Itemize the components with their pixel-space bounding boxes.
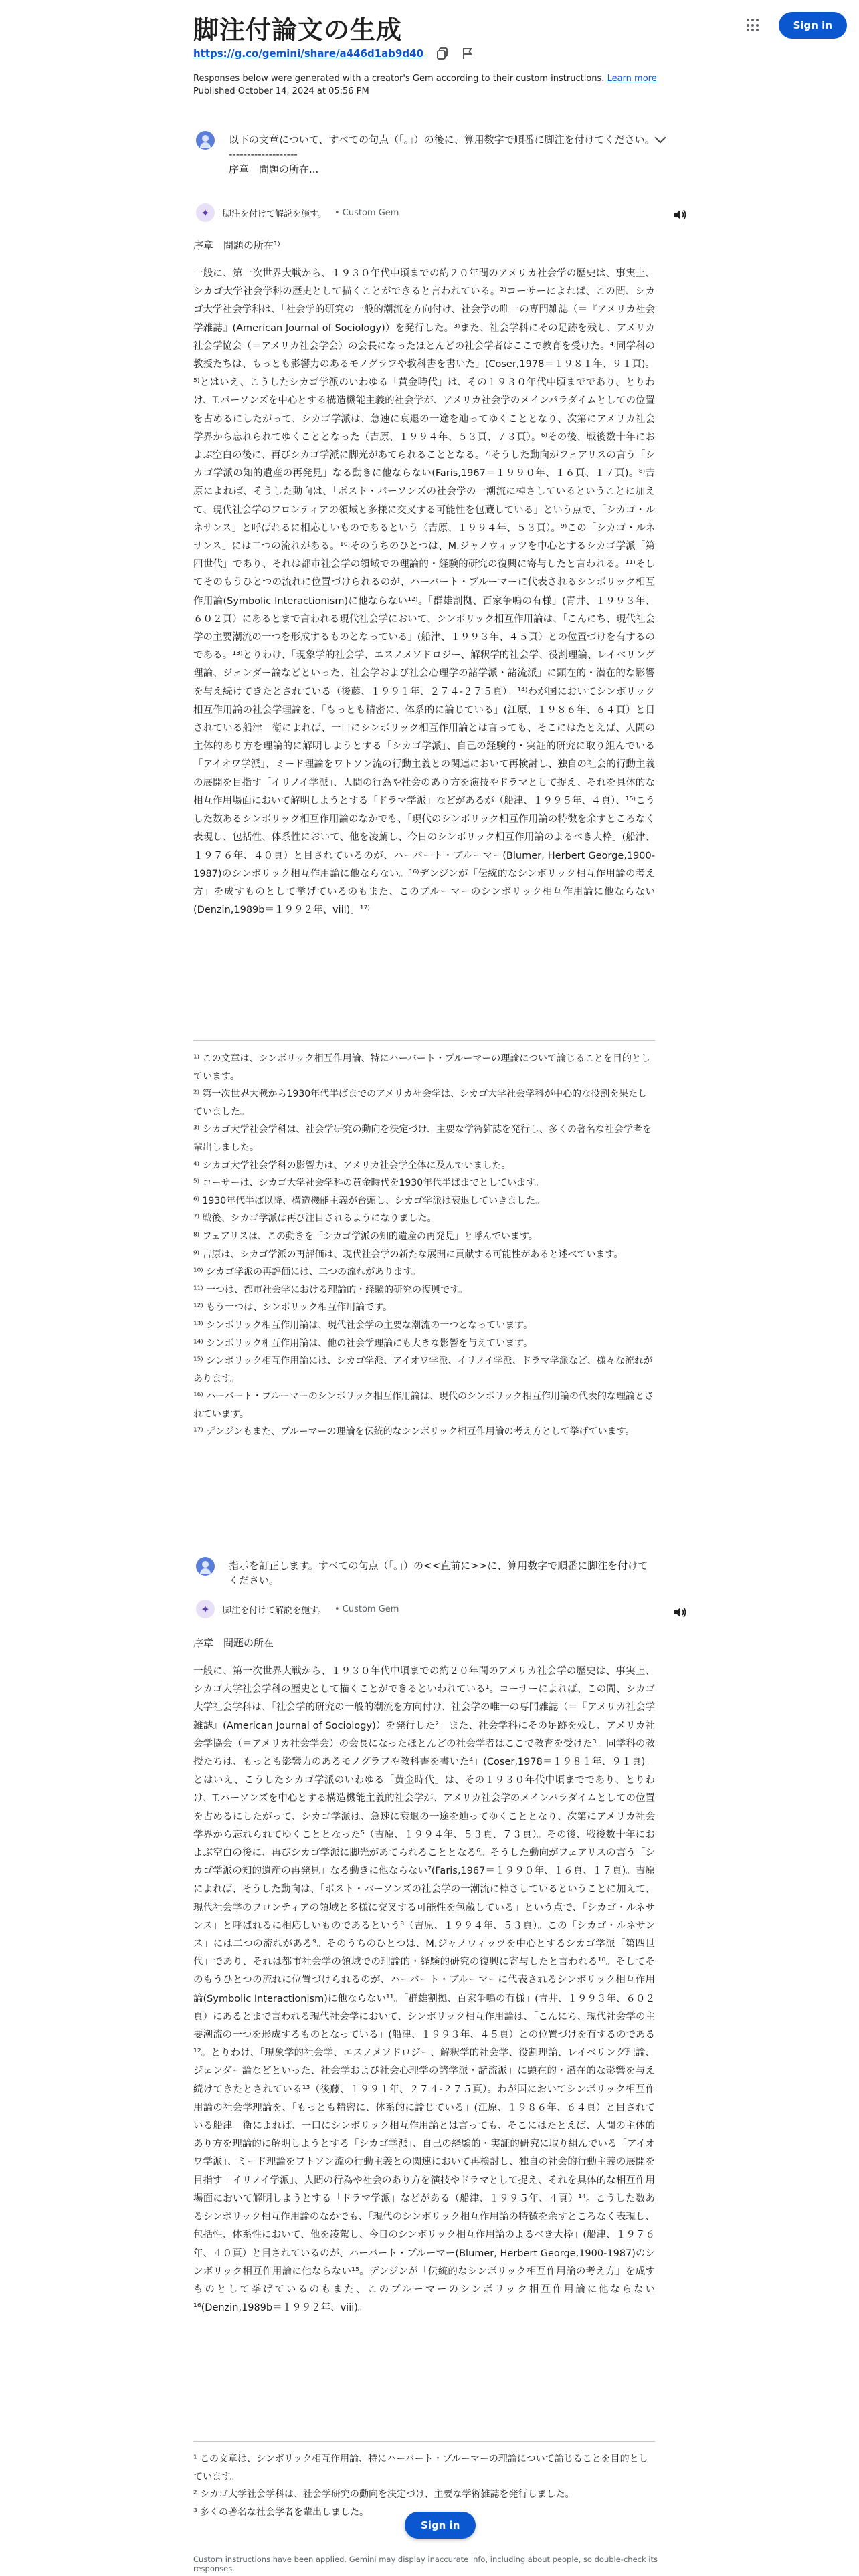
- footnote-item: ⁶⁾ 1930年代半ば以降、構造機能主義が台頭し、シカゴ学派は衰退していきました。: [193, 1195, 545, 1206]
- footnote-item: ⁹⁾ 吉原は、シカゴ学派の再評価は、現代社会学の新たな展開に貢献する可能性があると述べています。: [193, 1249, 624, 1260]
- footer-disclaimer: Custom instructions have been applied. Gemini may display inaccurate info, including about people, so double-check its responses.: [193, 2555, 658, 2573]
- floating-sign-in-button[interactable]: Sign in: [405, 2512, 476, 2539]
- prompt-line: 序章 問題の所在...: [229, 163, 319, 175]
- footnote-item: ⁴⁾ シカゴ大学社会学科の影響力は、アメリカ社会学全体に及んでいました。: [193, 1160, 511, 1171]
- footnote-item: ³ 多くの著名な社会学者を輩出しました。: [193, 2506, 369, 2518]
- meta-disclosure: Responses below were generated with a creator's Gem according to their custom instructions.: [193, 74, 605, 84]
- speaker-icon[interactable]: [672, 207, 687, 222]
- footnote-item: ¹²⁾ もう一つは、シンボリック相互作用論です。: [193, 1302, 393, 1313]
- share-link[interactable]: https://g.co/gemini/share/a446d1ab9d40: [193, 47, 424, 60]
- footnote-item: ¹⁶⁾ ハーバート・ブルーマーのシンボリック相互作用論は、現代のシンボリック相互作用論の代表的な理論とされています。: [193, 1391, 654, 1420]
- footnote-item: ⁵⁾ コーサーは、シカゴ大学社会学科の黄金時代を1930年代半ばまでとしています。: [193, 1178, 545, 1189]
- footnote-item: ² シカゴ大学社会学科は、社会学研究の動向を決定づけ、主要な学術雑誌を発行しました。: [193, 2489, 575, 2500]
- gem-response-header-2: [196, 1600, 399, 1618]
- footnote-list: [193, 2450, 655, 2521]
- footnote-divider: [193, 1040, 655, 1041]
- footnote-item: ¹ この文章は、シンボリック相互作用論、特にハーバート・ブルーマーの理論について論じることを目的としています。: [193, 2454, 648, 2482]
- gem-name: 脚注を付けて解説を施す。: [223, 209, 326, 219]
- custom-gem-tag: • Custom Gem: [334, 207, 399, 218]
- footnote-divider: [193, 2441, 655, 2442]
- gem-icon: ✦: [196, 203, 215, 222]
- footnote-item: ⁸⁾ フェアリスは、この動きを「シカゴ学派の知的遺産の再発見」と呼んでいます。: [193, 1230, 538, 1242]
- user-prompt-2: [196, 1557, 664, 1588]
- user-avatar-icon: [196, 131, 215, 150]
- footnote-item: ¹⁷⁾ デンジンもまた、ブルーマーの理論を伝統的なシンボリック相互作用論の考え方として挙げています。: [193, 1426, 635, 1438]
- gem-name: 脚注を付けて解説を施す。: [223, 1605, 326, 1616]
- footnote-item: ¹⁾ この文章は、シンボリック相互作用論、特にハーバート・ブルーマーの理論について論じることを目的としています。: [193, 1053, 651, 1082]
- footnote-list: [193, 1050, 655, 1441]
- learn-more-link[interactable]: Learn more: [607, 74, 657, 84]
- prompt-text: [229, 132, 657, 177]
- prompt-text: 指示を訂正します。すべての句点（「。」）の<<直前に>>に、算用数字で順番に脚注を付けてください。: [229, 1560, 648, 1586]
- section-heading: 序章 問題の所在: [193, 1637, 274, 1649]
- footnote-item: ¹⁰⁾ シカゴ学派の再評価には、二つの流れがあります。: [193, 1267, 421, 1278]
- apps-grid-icon[interactable]: [747, 19, 760, 32]
- footnote-item: ⁷⁾ 戦後、シカゴ学派は再び注目されるようになりました。: [193, 1213, 437, 1224]
- sign-in-button[interactable]: Sign in: [779, 12, 847, 39]
- custom-gem-tag: • Custom Gem: [334, 1604, 399, 1614]
- share-row: [193, 47, 474, 60]
- user-avatar-icon: [196, 1557, 215, 1576]
- share-meta: [193, 72, 657, 98]
- gem-icon: ✦: [196, 1600, 215, 1618]
- section-heading: 序章 問題の所在¹⁾: [193, 239, 280, 251]
- response-body: 一般に、第一次世界大戦から、１９３０年代中頃までの約２０年間のアメリカ社会学の歴史は、事実上、シカゴ大学社会学科の歴史として描くことができるといわれている¹。コーサーによれば、この間、シカゴ大学社会学科は、「社会学的研究の一般的潮流を方向付け、社会学の唯一の専門雑誌（＝『アメリカ社会学雑誌』(American Journal of Sociology)）を発行した²。また、社会学科にその足跡を残し、アメリカ社会学協会（＝アメリカ社会学会）の会長になったほとんどの社会学者はここで教育を受けた³。同学科の教授たちは、もっとも影響力のあるモノグラフや教科書を書いた⁴」(Coser,1978＝１９８１年、９１頁)。とはいえ、こうしたシカゴ学派のいわゆる「黄金時代」は、その１９３０年代中頃までであり、とりわけ、T.パーソンズを中心とする構造機能主義的社会学が、アメリカ社会学のメインパラダイムとしての位置を占めるにしたがって、シカゴ学派は、急速に衰退の一途を辿ってゆくこととなり、次第にアメリカ社会学界から忘れられてゆくこととなった⁵（吉原、１９９４年、５３頁、７３頁）。その後、戦後数十年におよぶ空白の後に、再びシカゴ学派に脚光があてられることとなる⁶。そうした動向がフェアリスの言う「シカゴ学派の知的遺産の再発見」なる動きに他ならない⁷(Faris,1967＝１９９０年、１６頁、１７頁)。吉原によれば、そうした動向は、「ポスト・パーソンズの社会学の一潮流に棹さしているということに加えて、現代社会学のフロンティアの領域と多様に交叉する可能性を包蔵している」という点で、「シカゴ・ルネサンス」と呼ばれるに相応しいものであるという⁸（吉原、１９９４年、５３頁）。この「シカゴ・ルネサンス」には二つの流れがある⁹。そのうちのひとつは、M.ジャノウィッツを中心とするシカゴ学派「第四世代」であり、それは都市社会学の領域での理論的・経験的研究の復興に寄与したと言われる¹⁰。そしてそのもうひとつの流れに位置づけられるのが、ハーバート・ブルーマーに代表されるシンボリック相互作用論(Symbolic Interactionism)に他ならない¹¹。「群雄割拠、百家争鳴の有様」(青井、１９９３年、６０２頁）にあるとまで言われる現代社会学において、シンボリック相互作用論は、「こんにち、現代社会学の主要潮流の一つを形成するものとなっている」(船津、１９９３年、４５頁）との位置づけを有するのである¹²。とりわけ、「現象学的社会学、エスノメソドロジー、解釈学的社会学、役割理論、レイベリング理論、ジェンダー論などといった、社会学および社会心理学の諸学派・諸流派」に顕在的・潜在的な影響を与え続けてきたとされている¹³（後藤、１９９１年、２７４-２７５頁）。わが国においてシンボリック相互作用論の社会学理論を、「もっとも精密に、体系的に論じている」(江原、１９８６年、６４頁）と目されている船津 衛によれば、一口にシンボリック相互作用論とは言っても、そこにはたとえば、人間の主体的あり方を理論的に解明しようとする「シカゴ学派」、自己の経験的・実証的研究に取り組んでいる「アイオワ学派」、ミード理論をワトソン流の行動主義との関連において再検討し、独自の社会的行動主義の展開を目指す「イリノイ学派」、人間の行為や社会のあり方を演技やドラマとして捉え、それを具体的な相互作用場面において解明しようとする「ドラマ学派」などがある（船津、１９９５年、４頁）¹⁴。こうした数あるシンボリック相互作用論のなかでも、「現代のシンボリック相互作用論の特徴を余すところなく表現し、包括性、体系性において、他を凌駕し、今日のシンボリック相互作用論のよるべき大枠」(船津、１９７６年、４０頁）と目されているのが、ハーバート・ブルーマー(Blumer, Herbert George,1900-1987)のシンボリック相互作用論に他ならない¹⁵。デンジンが「伝統的なシンボリック相互作用論の考え方」を成すものとして挙げているのもまた、このブルーマーのシンボリック相互作用論に他ならない¹⁶(Denzin,1989b＝１９９２年、viii)。: [193, 1666, 655, 2314]
- footnote-item: ¹⁵⁾ シンボリック相互作用論には、シカゴ学派、アイオワ学派、イリノイ学派、ドラマ学派など、様々な流れがあります。: [193, 1356, 653, 1384]
- page-title: 脚注付論文の生成: [193, 15, 403, 45]
- flag-icon[interactable]: [461, 47, 474, 60]
- prompt-line: -------------------: [229, 148, 298, 160]
- prompt-line: 以下の文章について、すべての句点（「。」）の後に、算用数字で順番に脚注を付けてください。: [229, 134, 655, 146]
- published-date: Published October 14, 2024 at 05:56 PM: [193, 86, 369, 96]
- response-body: 一般に、第一次世界大戦から、１９３０年代中頃までの約２０年間のアメリカ社会学の歴史は、事実上、シカゴ大学社会学科の歴史として描くことができると言われている。²⁾コーサーによれば、この間、シカゴ大学社会学科は、「社会学的研究の一般的潮流を方向付け、社会学の唯一の専門雑誌（＝『アメリカ社会学雑誌』(American Journal of Sociology)）を発行した。³⁾また、社会学科にその足跡を残し、アメリカ社会学協会（＝アメリカ社会学会）の会長になったほとんどの社会学者はここで教育を受けた。⁴⁾同学科の教授たちは、もっとも影響力のあるモノグラフや教科書を書いた」(Coser,1978＝１９８１年、９１頁)。⁵⁾とはいえ、こうしたシカゴ学派のいわゆる「黄金時代」は、その１９３０年代中頃までであり、とりわけ、T.パーソンズを中心とする構造機能主義的社会学が、アメリカ社会学のメインパラダイムとしての位置を占めるにしたがって、シカゴ学派は、急速に衰退の一途を辿ってゆくこととなり、次第にアメリカ社会学界から忘れられてゆくこととなった（吉原、１９９４年、５３頁、７３頁）。⁶⁾その後、戦後数十年におよぶ空白の後に、再びシカゴ学派に脚光があてられることとなる。⁷⁾そうした動向がフェアリスの言う「シカゴ学派の知的遺産の再発見」なる動きに他ならない(Faris,1967＝１９９０年、１６頁、１７頁)。⁸⁾吉原によれば、そうした動向は、「ポスト・パーソンズの社会学の一潮流に棹さしているということに加えて、現代社会学のフロンティアの領域と多様に交叉する可能性を包蔵している」という点で、「シカゴ・ルネサンス」と呼ばれるに相応しいものであるという（吉原、１９９４年、５３頁）。⁹⁾この「シカゴ・ルネサンス」には二つの流れがある。¹⁰⁾そのうちのひとつは、M.ジャノウィッツを中心とするシカゴ学派「第四世代」であり、それは都市社会学の領域での理論的・経験的研究の復興に寄与したと言われる。¹¹⁾そしてそのもうひとつの流れに位置づけられるのが、ハーバート・ブルーマーに代表されるシンボリック相互作用論(Symbolic Interactionism)に他ならない¹²⁾。「群雄割拠、百家争鳴の有様」(青井、１９９３年、６０２頁）にあるとまで言われる現代社会学において、シンボリック相互作用論は、「こんにち、現代社会学の主要潮流の一つを形成するものとなっている」(船津、１９９３年、４５頁）との位置づけを有するのである。¹³⁾とりわけ、「現象学的社会学、エスノメソドロジー、解釈学的社会学、役割理論、レイベリング理論、ジェンダー論などといった、社会学および社会心理学の諸学派・諸流派」に顕在的・潜在的な影響を与え続けてきたとされている（後藤、１９９１年、２７４-２７５頁）。¹⁴⁾わが国においてシンボリック相互作用論の社会学理論を、「もっとも精密に、体系的に論じている」(江原、１９８６年、６４頁）と目されている船津 衛によれば、一口にシンボリック相互作用論とは言っても、そこにはたとえば、人間の主体的あり方を理論的に解明しようとする「シカゴ学派」、自己の経験的・実証的研究に取り組んでいる「アイオワ学派」、ミード理論をワトソン流の行動主義との関連において再検討し、独自の社会的行動主義の展開を目指す「イリノイ学派」、人間の行為や社会のあり方を演技やドラマとして捉え、それを具体的な相互作用場面において解明しようとする「ドラマ学派」などがあるが（船津、１９９５年、４頁）、¹⁵⁾こうした数あるシンボリック相互作用論のなかでも、「現代のシンボリック相互作用論の特徴を余すところなく表現し、包括性、体系性において、他を凌駕し、今日のシンボリック相互作用論のよるべき大枠」(船津、１９７６年、４０頁）と目されているのが、ハーバート・ブルーマー(Blumer, Herbert George,1900-1987)のシンボリック相互作用論に他ならない。¹⁶⁾デンジンが「伝統的なシンボリック相互作用論の考え方」を成すものとして挙げているのもまた、このブルーマーのシンボリック相互作用論に他ならない(Denzin,1989b＝１９９２年、viii)。¹⁷⁾: [193, 268, 655, 916]
- user-prompt-1: [196, 131, 664, 191]
- top-bar-actions: [747, 12, 847, 39]
- speaker-icon[interactable]: [672, 1605, 687, 1620]
- copy-icon[interactable]: [436, 47, 449, 60]
- gem-response-header-1: [196, 203, 399, 222]
- footnote-item: ²⁾ 第一次世界大戦から1930年代半ばまでのアメリカ社会学は、シカゴ大学社会学科が中心的な役割を果たしていました。: [193, 1089, 648, 1117]
- footnote-item: ¹⁴⁾ シンボリック相互作用論は、他の社会学理論にも大きな影響を与えています。: [193, 1337, 533, 1349]
- footnote-item: ³⁾ シカゴ大学社会学科は、社会学研究の動向を決定づけ、主要な学術雑誌を発行し、多くの著名な社会学者を輩出しました。: [193, 1124, 652, 1153]
- footnote-item: ¹¹⁾ 一つは、都市社会学における理論的・経験的研究の復興です。: [193, 1284, 468, 1295]
- footnote-item: ¹³⁾ シンボリック相互作用論は、現代社会学の主要な潮流の一つとなっています。: [193, 1319, 533, 1331]
